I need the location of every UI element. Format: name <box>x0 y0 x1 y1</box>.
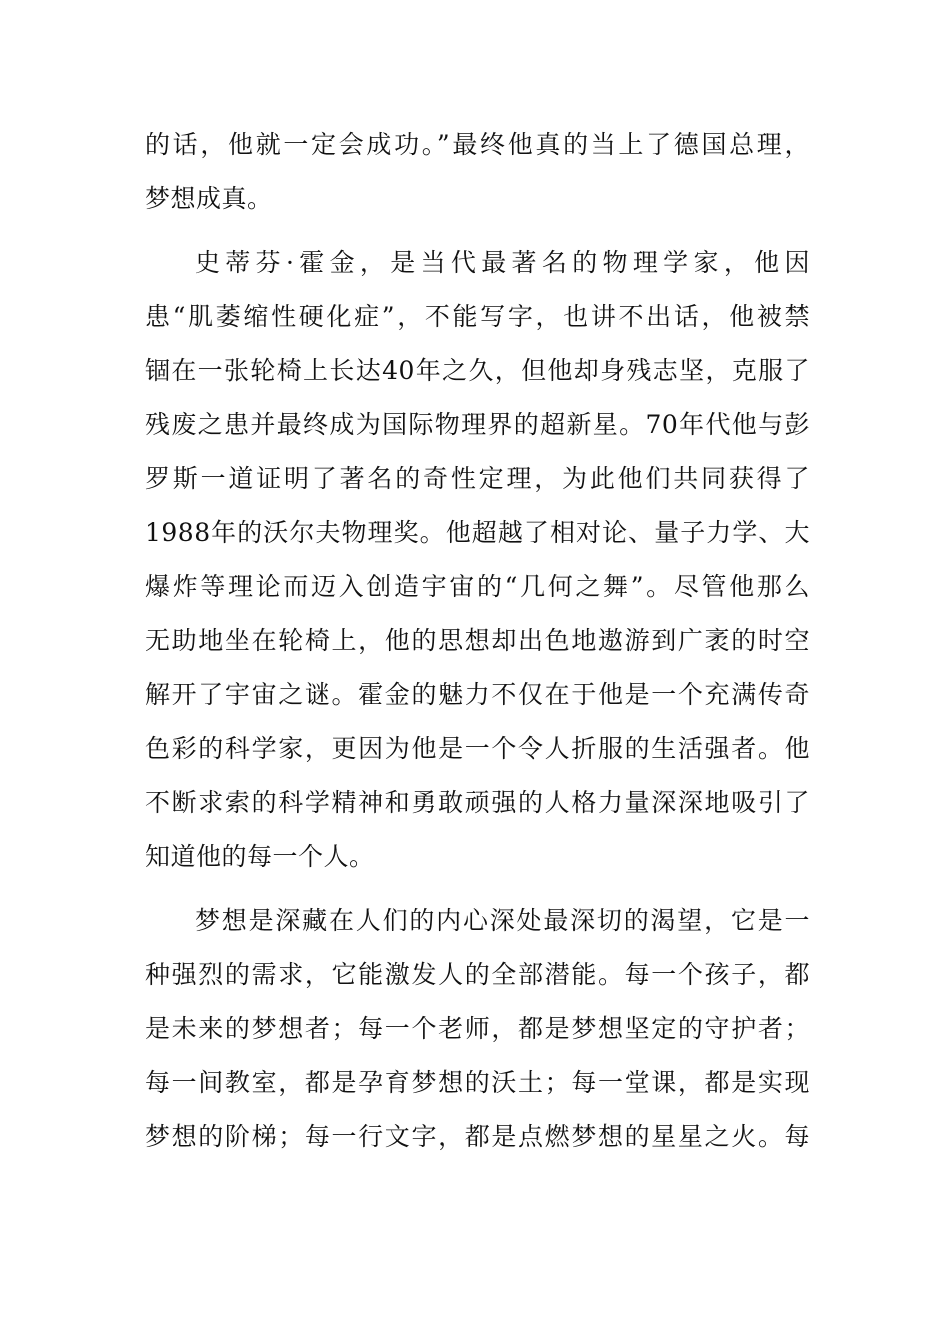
text-line: 患“肌萎缩性硬化症”，不能写字，也讲不出话，他被禁 <box>145 302 810 331</box>
paragraph-continuation <box>145 118 810 226</box>
text-line: 解开了宇宙之谜。霍金的魅力不仅在于他是一个充满传奇 <box>145 680 810 709</box>
paragraph-hawking <box>145 236 810 884</box>
text-line: 1988年的沃尔夫物理奖。他超越了相对论、量子力学、大 <box>145 518 810 547</box>
text-line: 梦想成真。 <box>145 184 273 213</box>
text-line: 梦想的阶梯；每一行文字，都是点燃梦想的星星之火。每 <box>145 1122 810 1151</box>
paragraph-dreams <box>145 894 810 1164</box>
text-line: 梦想是深藏在人们的内心深处最深切的渴望，它是一 <box>195 906 810 935</box>
text-line: 每一间教室，都是孕育梦想的沃土；每一堂课，都是实现 <box>145 1068 810 1097</box>
text-line: 色彩的科学家，更因为他是一个令人折服的生活强者。他 <box>145 734 810 763</box>
text-line: 锢在一张轮椅上长达40年之久，但他却身残志坚，克服了 <box>145 356 810 385</box>
text-line: 罗斯一道证明了著名的奇性定理，为此他们共同获得了 <box>145 464 810 493</box>
text-line: 爆炸等理论而迈入创造宇宙的“几何之舞”。尽管他那么 <box>145 572 810 601</box>
text-line: 残废之患并最终成为国际物理界的超新星。70年代他与彭 <box>145 410 810 439</box>
text-line: 无助地坐在轮椅上，他的思想却出色地遨游到广袤的时空 <box>145 626 810 655</box>
text-line: 的话，他就一定会成功。”最终他真的当上了德国总理， <box>145 130 810 159</box>
text-line: 史蒂芬·霍金，是当代最著名的物理学家，他因 <box>195 248 810 277</box>
text-line: 是未来的梦想者；每一个老师，都是梦想坚定的守护者； <box>145 1014 810 1043</box>
document-page <box>145 118 810 1164</box>
text-line: 种强烈的需求，它能激发人的全部潜能。每一个孩子，都 <box>145 960 810 989</box>
text-line: 不断求索的科学精神和勇敢顽强的人格力量深深地吸引了 <box>145 788 810 817</box>
text-line: 知道他的每一个人。 <box>145 842 375 871</box>
